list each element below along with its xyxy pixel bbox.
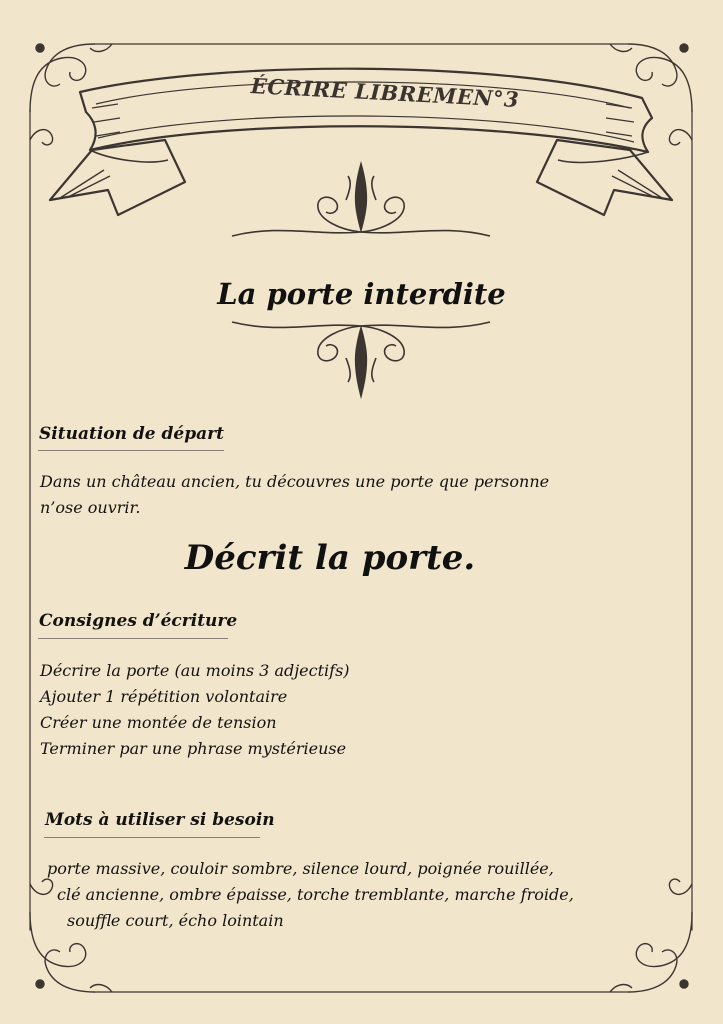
title-flourish-top: [232, 164, 490, 236]
situation-line-1: Dans un château ancien, tu découvres une porte que personne: [40, 472, 550, 491]
situation-line-2: n’ose ouvrir.: [40, 498, 141, 517]
corner-flourish-bottom-right: [610, 879, 692, 992]
consignes-heading: Consignes d’écriture: [39, 611, 238, 631]
banner-title: ÉCRIRE LIBREMEN°3: [250, 72, 520, 113]
main-instruction: Décrit la porte.: [184, 538, 476, 578]
consigne-item: Décrire la porte (au moins 3 adjectifs): [40, 661, 350, 680]
consigne-item: Créer une montée de tension: [40, 713, 277, 732]
consigne-item: Ajouter 1 répétition volontaire: [40, 687, 288, 706]
consignes-underline: [38, 638, 228, 639]
title-flourish-bottom: [232, 322, 490, 396]
mots-line-3: souffle court, écho lointain: [67, 911, 284, 930]
mots-line-2: clé ancienne, ombre épaisse, torche tremblante, marche froide,: [57, 885, 574, 904]
situation-underline: [38, 450, 224, 451]
consigne-item: Terminer par une phrase mystérieuse: [40, 739, 347, 758]
mots-heading: Mots à utiliser si besoin: [45, 810, 275, 830]
situation-heading: Situation de départ: [39, 424, 224, 444]
mots-underline: [44, 837, 260, 838]
mots-line-1: porte massive, couloir sombre, silence lourd, poignée rouillée,: [47, 859, 554, 878]
page-title: La porte interdite: [217, 277, 506, 312]
